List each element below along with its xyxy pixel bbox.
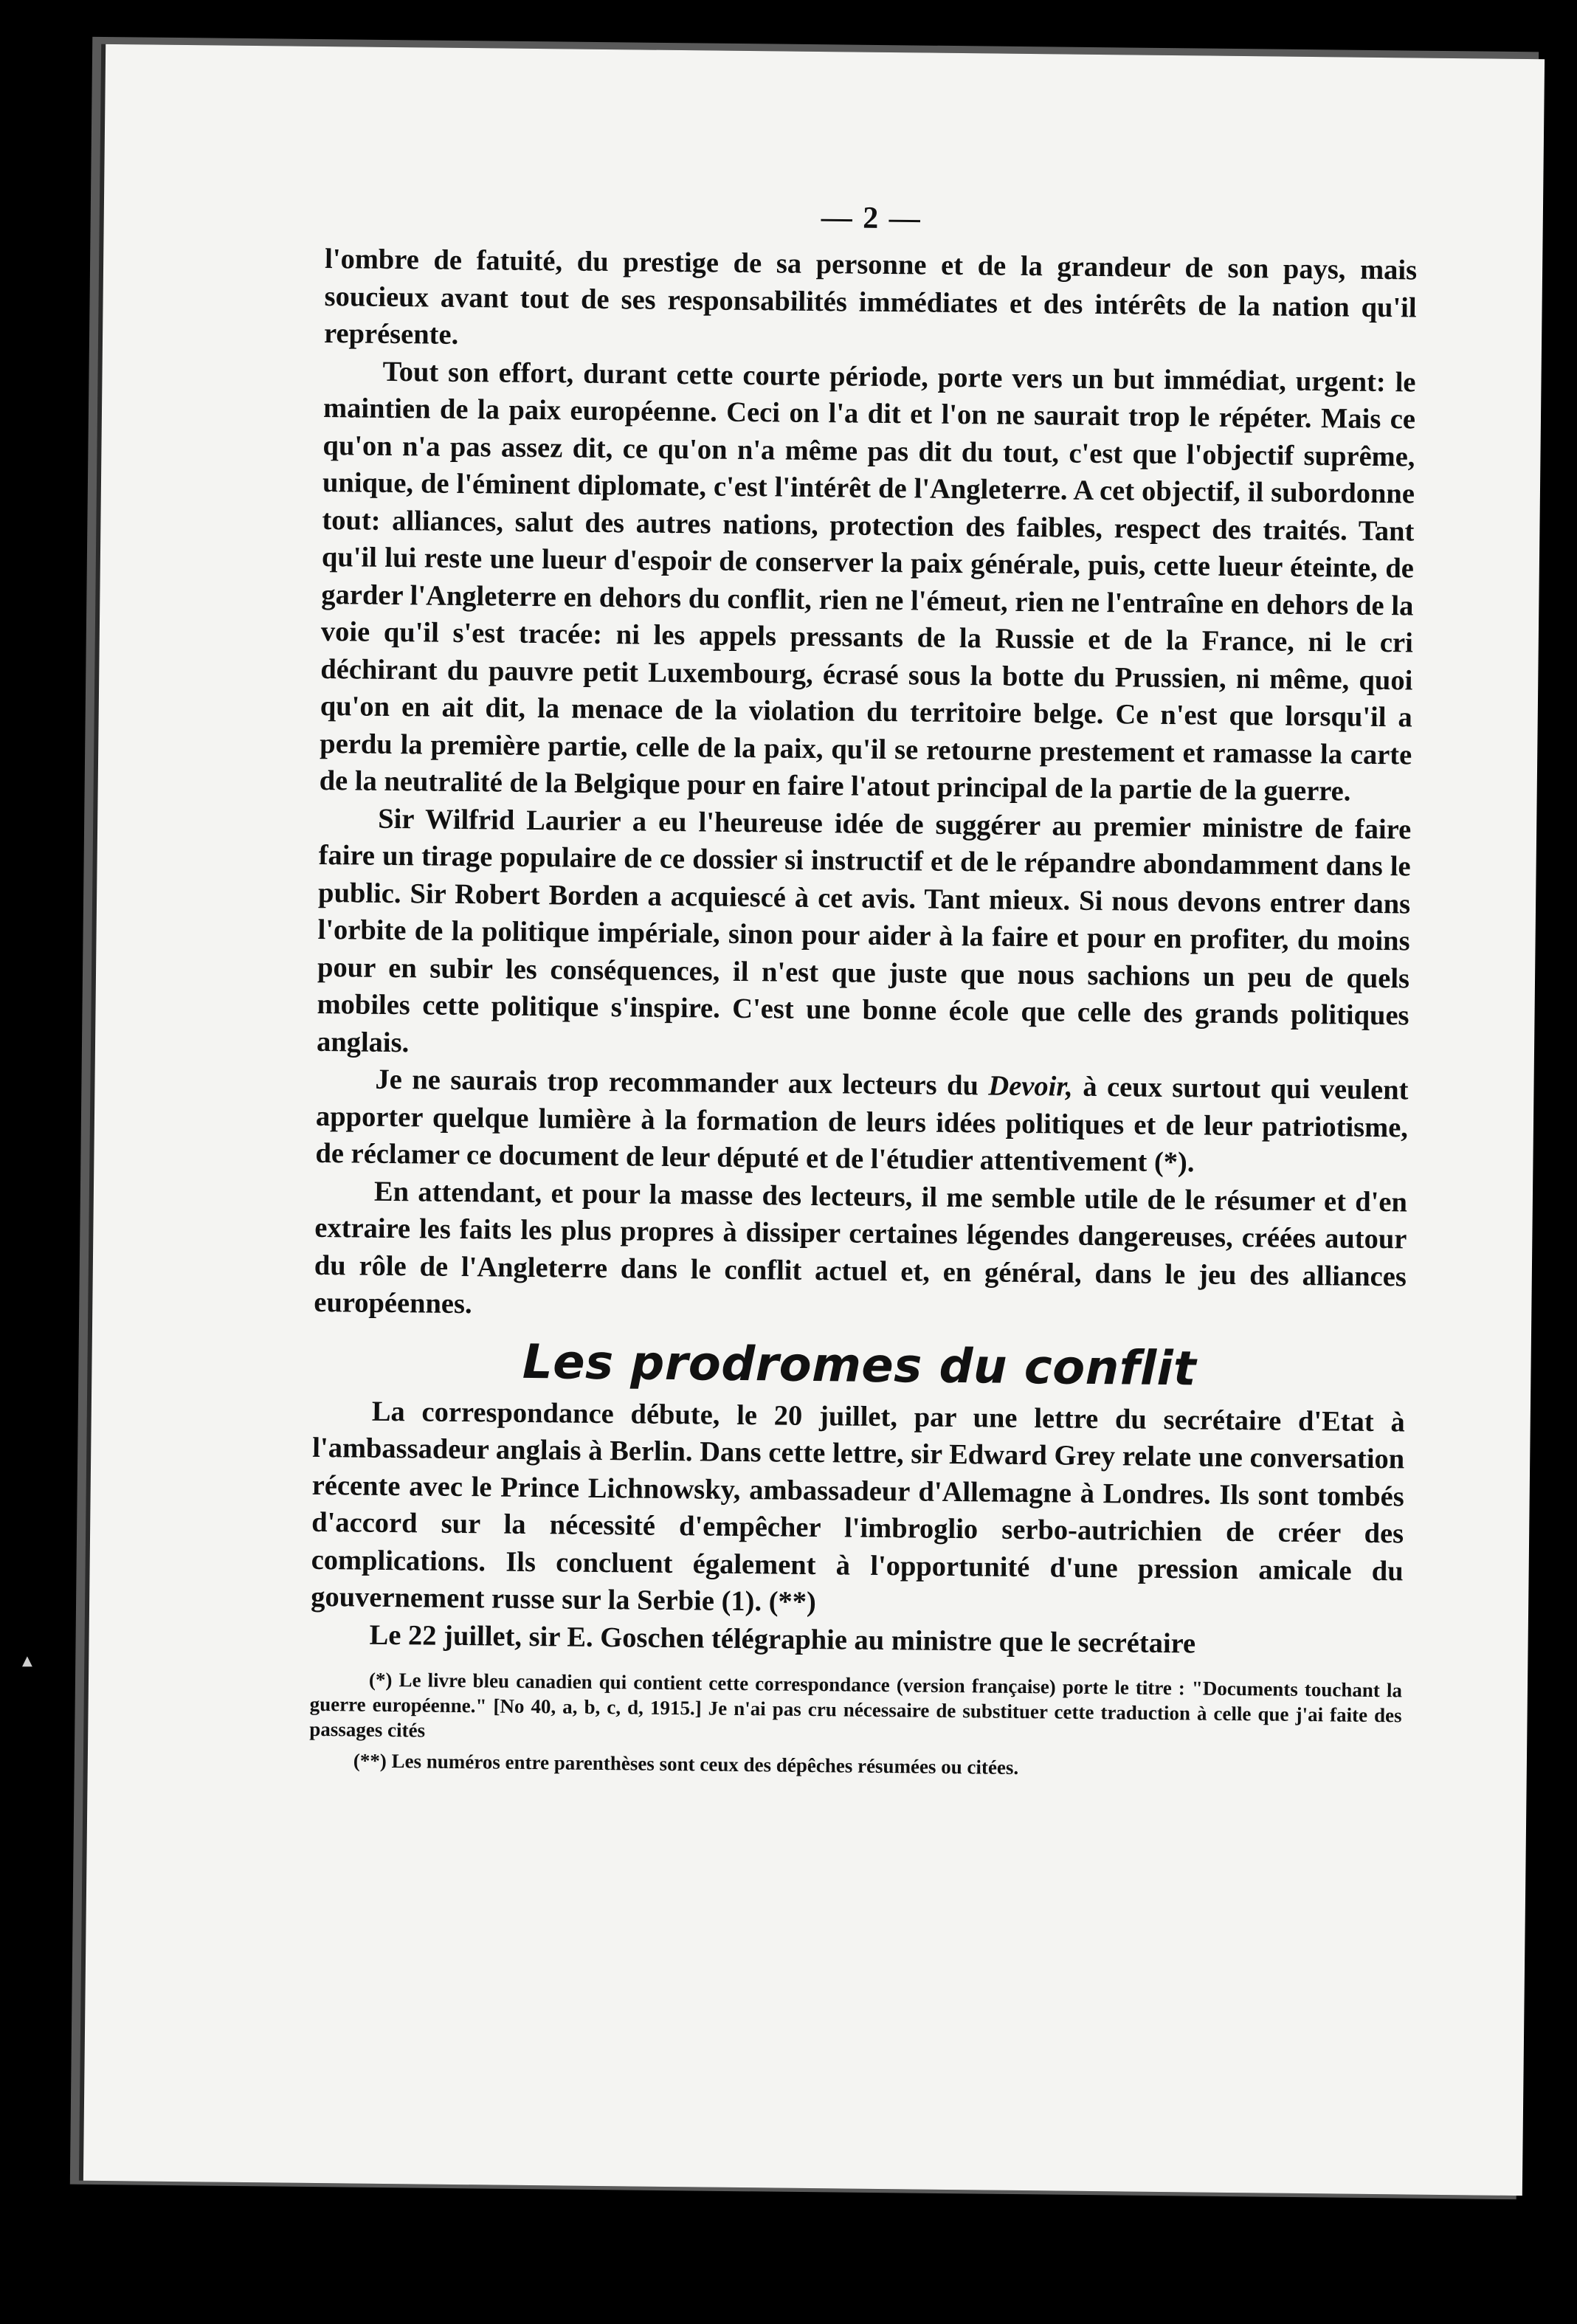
paragraph-text: à ceux surtout qui veulent apporter quelque lumière à la formation de leurs idées politiques et de leur patriotisme, de réclamer ce document de leur député et de l'étudier attentivement (*). [315,1071,1409,1179]
page-number: — 2 — [821,201,922,236]
footnotes [309,1666,1402,1784]
paragraph: La correspondance débute, le 20 juillet, par une lettre du secrétaire d'Etat à l'ambassadeur anglais à Berlin. Dans cette lettre, sir Edward Grey relate une conversation récente avec le Prince Lichnowsky, ambassadeur d'Allemagne à Londres. Ils sont tombés d'accord sur la nécessité d'empêcher l'imbroglio serbo-autrichien de créer des complications. Ils concluent également à l'opportunité d'une pression amicale du gouvernement russe sur la Serbie (1). (**) [310,1396,1405,1618]
footnote: (**) Les numéros entre parenthèses sont ceux des dépêches résumées ou citées. [353,1749,1019,1779]
newspaper-title: Devoir, [988,1070,1074,1103]
paragraph: Tout son effort, durant cette courte période, porte vers un but immédiat, urgent: le maintien de la paix européenne. Ceci on l'a dit et l'on ne saurait trop le répéter. Mais ce qu'on n'a pas assez dit, ce qu'on n'a même pas dit du tout, c'est que l'objectif suprême, unique, de l'éminent diplomate, c'est l'intérêt de l'Angleterre. A cet objectif, il subordonne tout: alliances, salut des autres nations, protection des faibles, respect des traités. Tant qu'il lui reste une lueur d'espoir de conserver la paix générale, puis, cette lueur éteinte, de garder l'Angleterre en dehors du conflit, rien ne l'émeut, rien ne l'entraîne en dehors de la voie qu'il s'est tracée: ni les appels pressants de la Russie et de la France, ni le cri déchirant du pauvre petit Luxembourg, écrasé sous la botte du Prussien, ni même, quoi qu'on en ait dit, la menace de la violation du territoire belge. Ce n'est que lorsqu'il a perdu la première partie, celle de la paix, qu'il se retourne prestement et ramasse la carte de la neutralité de la Belgique pour en faire l'atout principal de la partie de la guerre. [319,356,1416,807]
margin-mark: ▲ [22,1653,32,1669]
paragraph-text: Je ne saurais trop recommander aux lecteurs du [375,1063,989,1102]
page-content [309,190,1418,1790]
paragraph: Le 22 juillet, sir E. Goschen télégraphie au ministre que le secrétaire [369,1619,1196,1659]
document-page [83,44,1545,2196]
section-heading: Les prodromes du conflit [522,1334,1197,1396]
footnote: (*) Le livre bleu canadien qui contient cette correspondance (version française) porte le titre : "Documents touchant la guerre européenne." [No 40, a, b, c, d, 1915.] Je n'ai pas cru nécessaire de substituer cette traduction à celle que j'ai faite des passages cités [309,1668,1403,1742]
paragraph: l'ombre de fatuité, du prestige de sa personne et de la grandeur de son pays, mais soucieux avant tout de ses responsabilités immédiates et des intérêts de la nation qu'il représente. [323,243,1418,351]
paragraph: En attendant, et pour la masse des lecteurs, il me semble utile de le résumer et d'en extraire les faits les plus propres à dissiper certaines légendes dangereuses, créées autour du rôle de l'Angleterre dans le conflit actuel et, en général, dans le jeu des alliances européennes. [314,1176,1408,1320]
devoir-paragraph [315,1061,1409,1184]
paragraph: Sir Wilfrid Laurier a eu l'heureuse idée de suggérer au premier ministre de faire faire un tirage populaire de ce dossier si instructif et de le répandre abondamment dans le public. Sir Robert Borden a acquiescé à cet avis. Tant mieux. Si nous devons entrer dans l'orbite de la politique impériale, sinon pour aider à la faire et pour en profiter, du moins pour en subir les conséquences, il n'est que juste que nous sachions un peu de quels mobiles cette politique s'inspire. C'est une bonne école que celle des grands politiques anglais. [316,803,1412,1058]
